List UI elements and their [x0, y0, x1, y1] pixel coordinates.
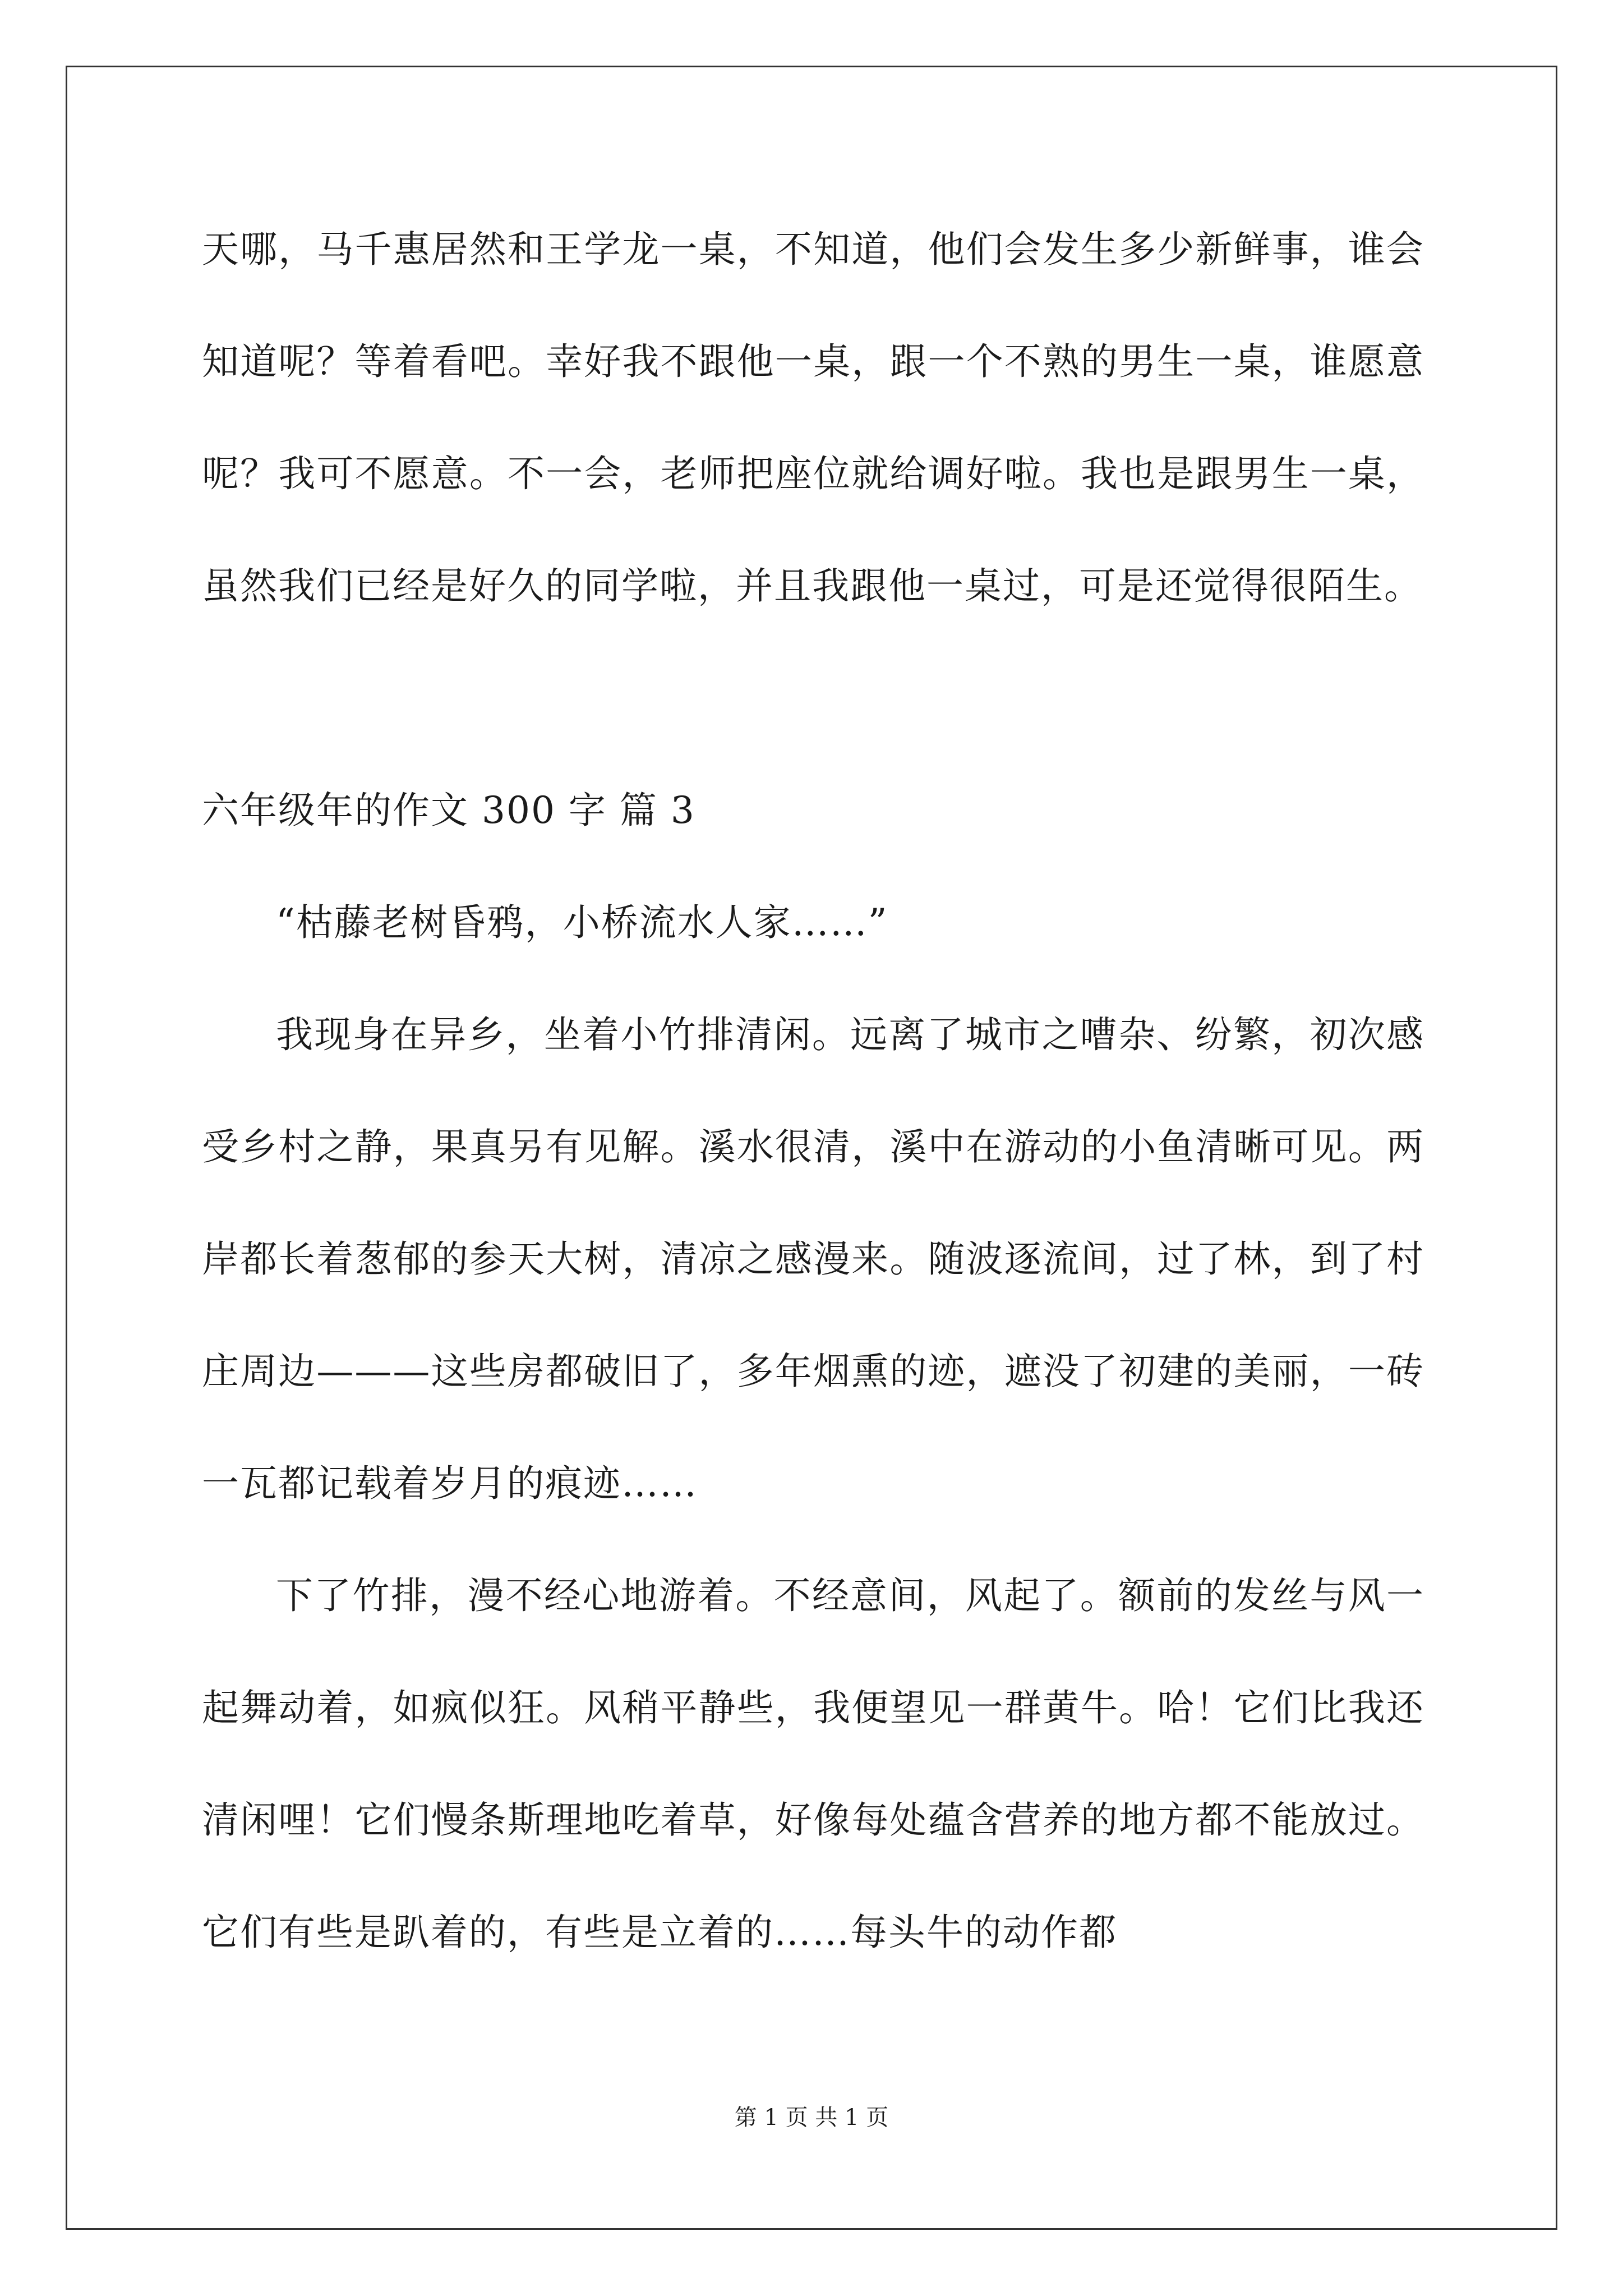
paragraph-intro: 天哪，马千惠居然和王学龙一桌，不知道，他们会发生多少新鲜事，谁会知道呢？等着看吧。幸好我不跟他一桌，跟一个不熟的男生一桌，谁愿意呢？我可不愿意。不一会，老师把座位就给调好啦。我也是跟男生一桌，虽然我们已经是好久的同学啦，并且我跟他一桌过，可是还觉得很陌生。	[202, 228, 1424, 608]
paragraph-village: 我现身在异乡，坐着小竹排清闲。远离了城市之嘈杂、纷繁，初次感受乡村之静，果真另有见解。溪水很清，溪中在游动的小鱼清晰可见。两岸都长着葱郁的参天大树，清凉之感漫来。随波逐流间，过了林，到了村庄周边———这些房都破旧了，多年烟熏的迹，遮没了初建的美丽，一砖一瓦都记载着岁月的痕迹……	[202, 1013, 1424, 1505]
page-footer: 第 1 页 共 1 页	[734, 2105, 889, 2131]
paragraph-poem-quote: “枯藤老树昏鸦，小桥流水人家……”	[276, 901, 888, 944]
paragraph-cattle: 下了竹排，漫不经心地游着。不经意间，风起了。额前的发丝与风一起舞动着，如疯似狂。风稍平静些，我便望见一群黄牛。哈！它们比我还清闲哩！它们慢条斯理地吃着草，好像每处蕴含营养的地方都不能放过。它们有些是趴着的，有些是立着的……每头牛的动作都	[202, 1574, 1424, 1954]
section-title: 六年级年的作文 300 字 篇 3	[202, 789, 695, 832]
document-body	[202, 194, 1424, 1989]
